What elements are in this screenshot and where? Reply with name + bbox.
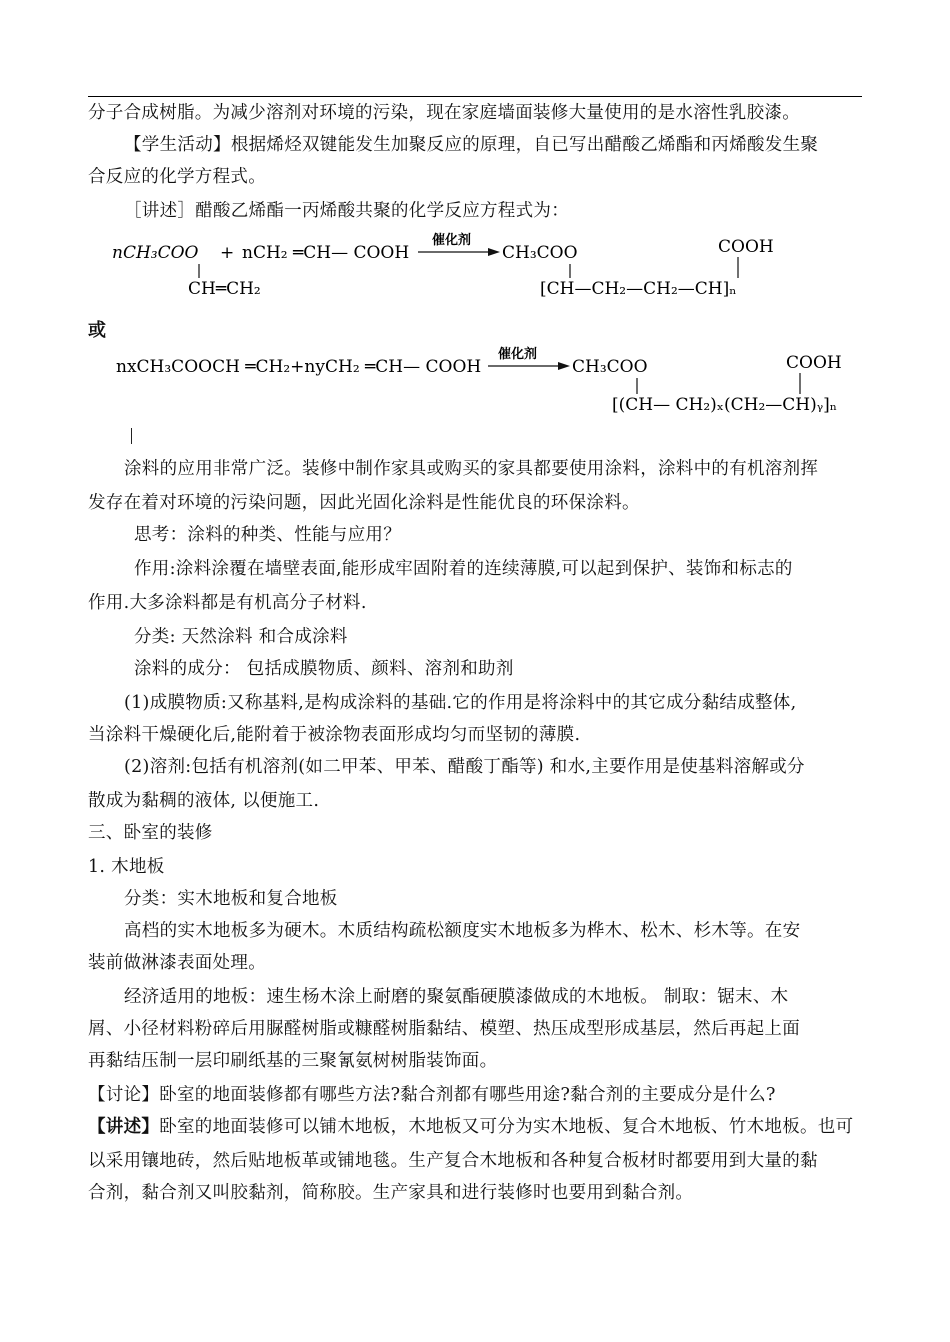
paragraph-line: 当涂料干燥硬化后,能附着于被涂物表面形成均匀而坚韧的薄膜. (88, 725, 581, 745)
paragraph-line: (2)溶剂:包括有机溶剂(如二甲苯、甲苯、醋酸丁酯等) 和水,主要作用是使基料溶解或分 (124, 757, 805, 777)
eq1-product-cooh: COOH (718, 237, 774, 257)
eq2-reactants: nxCH₃COOCH ═CH₂+nyCH₂ ═CH— COOH (116, 357, 482, 377)
lecture-line: ［讲述］醋酸乙烯酯一丙烯酸共聚的化学反应方程式为： (124, 201, 570, 221)
eq1-reactant1: nCH₃COO (112, 243, 199, 263)
paragraph-line: 屑、小径材料粉碎后用脲醛树脂或糠醛树脂黏结、模塑、热压成型形成基层，然后再起上面 (88, 1019, 800, 1039)
paragraph-line: 合反应的化学方程式。 (88, 167, 266, 187)
eq2-product-top: CH₃COO (572, 357, 648, 377)
lecture-tag: 【讲述】 (88, 1117, 160, 1137)
eq1-vinyl: CH═CH₂ (188, 279, 261, 299)
paragraph-line: 分类: 天然涂料 和合成涂料 (134, 627, 348, 647)
lecture-tag: ［讲述］ (124, 201, 196, 221)
eq1-plus: + (220, 243, 235, 263)
equation-2 (110, 340, 870, 424)
paragraph-line: 装前做淋漆表面处理。 (88, 953, 266, 973)
paragraph-line: (1)成膜物质:又称基料,是构成涂料的基础.它的作用是将涂料中的其它成分黏结成整体, (124, 693, 797, 713)
paragraph-line: 高档的实木地板多为硬木。木质结构疏松额度实木地板多为桦木、松木、杉木等。在安 (124, 921, 801, 941)
cursor-mark (131, 428, 132, 444)
lecture-line: 【讲述】卧室的地面装修可以铺木地板，木地板又可分为实木地板、复合木地板、竹木地板。也可 (88, 1117, 854, 1137)
paragraph-line: 再黏结压制一层印刷纸基的三聚氰氨树树脂装饰面。 (88, 1051, 498, 1071)
eq1-catalyst: 催化剂 (432, 233, 472, 248)
paragraph-line: 分子合成树脂。为减少溶剂对环境的污染，现在家庭墙面装修大量使用的是水溶性乳胶漆。 (88, 103, 800, 123)
paragraph-line: 分类：实木地板和复合地板 (124, 889, 338, 909)
discussion-tag: 【讨论】 (88, 1085, 160, 1105)
paragraph-line: 作用:涂料涂覆在墙壁表面,能形成牢固附着的连续薄膜,可以起到保护、装饰和标志的 (134, 559, 793, 579)
eq2-product-chain: [(CH— CH₂)ₓ(CH₂—CH)ᵧ]ₙ (612, 395, 838, 415)
eq2-catalyst: 催化剂 (498, 347, 538, 362)
paragraph-line: 合剂，黏合剂又叫胶黏剂，简称胶。生产家具和进行装修时也要用到黏合剂。 (88, 1183, 694, 1203)
eq2-product-cooh: COOH (786, 353, 842, 373)
section-heading: 三、卧室的装修 (88, 823, 213, 843)
equation-1 (110, 232, 870, 316)
paragraph-line: 涂料的应用非常广泛。装修中制作家具或购买的家具都要使用涂料，涂料中的有机溶剂挥 (124, 459, 819, 479)
student-activity-tag: 【学生活动】 (124, 135, 231, 155)
paragraph-line: 发存在着对环境的污染问题，因此光固化涂料是性能优良的环保涂料。 (88, 493, 640, 513)
student-activity-line: 【学生活动】根据烯烃双键能发生加聚反应的原理，自已写出醋酸乙烯酯和丙烯酸发生聚 (124, 135, 819, 155)
paragraph-line: 散成为黏稠的液体, 以便施工. (88, 791, 320, 811)
paragraph-line: 作用.大多涂料都是有机高分子材料. (88, 593, 367, 613)
subsection-heading: 1. 木地板 (88, 857, 165, 877)
eq1-product-top: CH₃COO (502, 243, 578, 263)
or-label: 或 (88, 320, 106, 341)
discussion-line: 【讨论】卧室的地面装修都有哪些方法?黏合剂都有哪些用途?黏合剂的主要成分是什么? (88, 1085, 776, 1105)
paragraph-line: 思考：涂料的种类、性能与应用？ (134, 525, 401, 545)
paragraph-line: 涂料的成分： 包括成膜物质、颜料、溶剂和助剂 (134, 659, 514, 679)
eq1-reactant2: nCH₂ ═CH— COOH (242, 243, 410, 263)
paragraph-line: 以采用镶地砖，然后贴地板革或铺地毯。生产复合木地板和各种复合板材时都要用到大量的黏 (88, 1151, 818, 1171)
paragraph-line: 经济适用的地板：速生杨木涂上耐磨的聚氨酯硬膜漆做成的木地板。 制取：锯末、木 (124, 987, 789, 1007)
eq1-product-chain: [CH—CH₂—CH₂—CH]ₙ (540, 279, 737, 299)
